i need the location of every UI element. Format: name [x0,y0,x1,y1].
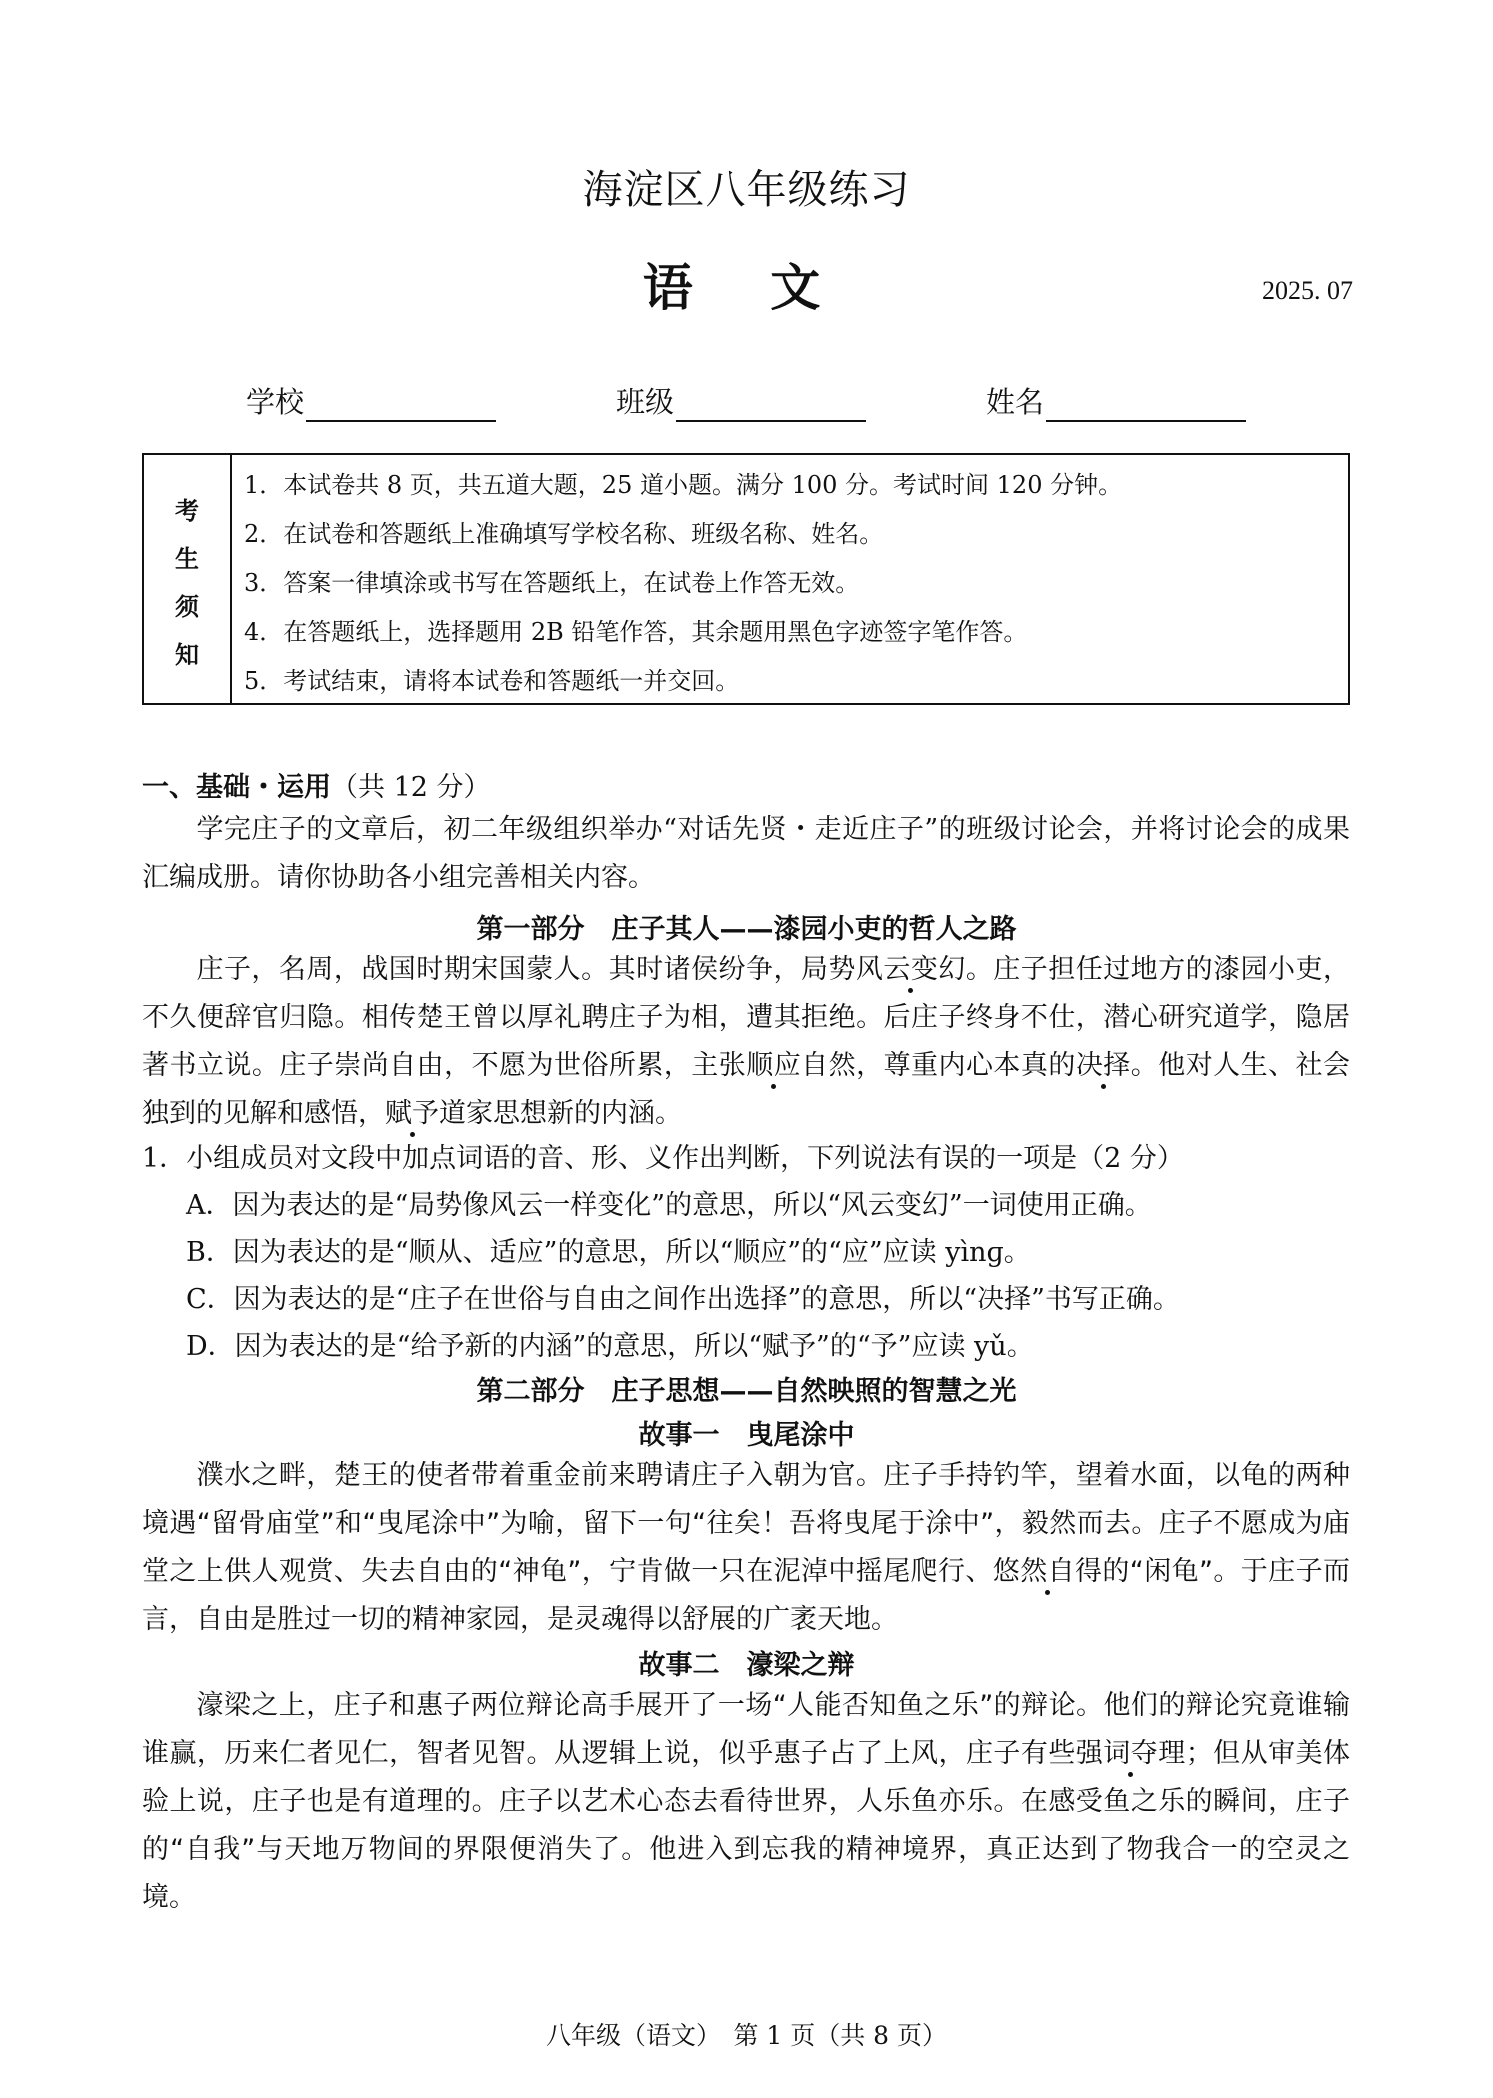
dotted-word: 强词夺理 [1075,1738,1186,1769]
section-title: 一、基础・运用 [142,772,331,803]
school-label: 学校 [246,385,305,419]
passage-text: 濮水之畔，楚王的使者带着重金前来聘请庄子入朝为官。庄子手持钓竿，望着水面，以龟的两种境遇“留骨庙堂”和“曳尾涂中”为喻，留下一句“往矣！吾将曳尾于涂中”，毅然而去。庄子不愿成为庙堂之上供人观赏、失去自由的“神龟”，宁肯做一只在泥淖中摇尾爬行、 [142,1460,1350,1587]
passage-text: 的“闲龟”。于庄子而言，自由是胜过一切的精神家园，是灵魂得以舒展的广袤天地。 [142,1556,1350,1635]
part2-title: 第二部分 庄子思想——自然映照的智慧之光 [476,1376,1017,1407]
option-d[interactable]: D．因为表达的是“给予新的内涵”的意思，所以“赋予”的“予”应读 yǔ。 [186,1331,1034,1362]
name-blank[interactable] [1046,420,1246,422]
page-footer: 八年级（语文） 第 1 页（共 8 页） [545,2021,948,2050]
section-heading [142,765,491,804]
subject-title: 语 文 [642,259,851,317]
exam-date: 2025. 07 [1262,276,1353,305]
class-label: 班级 [616,385,675,419]
notice-char: 生 [175,545,199,573]
exam-title: 海淀区八年级练习 [582,167,911,213]
part1-title: 第一部分 庄子其人——漆园小吏的哲人之路 [476,914,1017,945]
section-score: （共 12 分） [331,772,491,803]
story2-passage [142,1682,1350,1922]
name-label: 姓名 [986,385,1045,419]
intro-text: 学完庄子的文章后，初二年级组织举办“对话先贤・走近庄子”的班级讨论会，并将讨论会的成果汇编成册。请你协助各小组完善相关内容。 [142,814,1350,893]
passage-text: ；但从审美体验上说，庄子也是有道理的。庄子以艺术心态去看待世界，人乐鱼亦乐。在感受鱼之乐的瞬间，庄子的“自我”与天地万物间的界限便消失了。他进入到忘我的精神境界，真正达到了物我合一的空灵之境。 [142,1738,1351,1913]
notice-item: 5．考试结束，请将本试卷和答题纸一并交回。 [244,667,740,695]
notice-item: 2．在试卷和答题纸上准确填写学校名称、班级名称、姓名。 [244,520,884,548]
dotted-word: 赋予 [385,1098,439,1129]
story1-title: 故事一 曳尾涂中 [638,1420,855,1451]
notice-char: 知 [175,641,199,669]
dotted-word: 悠然自得 [992,1556,1103,1587]
notice-char: 须 [175,593,199,621]
section-intro [142,806,1350,902]
option-b[interactable]: B．因为表达的是“顺从、适应”的意思，所以“顺应”的“应”应读 yìnɡ。 [186,1237,1031,1268]
passage-text: 自然，尊重内心本真的 [801,1050,1076,1081]
notice-char: 考 [175,497,199,525]
notice-side-label [144,455,232,703]
dotted-word: 顺应 [746,1050,802,1081]
class-blank[interactable] [676,420,866,422]
passage-text: 。庄子担任过地方的漆园小吏，不久便辞官归隐。相传楚王曾以厚礼聘庄子为相，遭其拒绝。后庄子终身不仕，潜心研究道学，隐居著书立说。庄子崇尚自由，不愿为世俗所累，主张 [142,954,1351,1081]
exam-notice-box [142,453,1350,705]
dotted-word: 风云变幻 [855,954,966,985]
story1-passage [142,1452,1350,1644]
student-info-row [240,380,1260,430]
option-a[interactable]: A．因为表达的是“局势像风云一样变化”的意思，所以“风云变幻”一词使用正确。 [186,1190,1152,1221]
story2-title: 故事二 濠梁之辩 [638,1650,855,1681]
passage-text: 庄子，名周，战国时期宋国蒙人。其时诸侯纷争，局势 [196,954,856,985]
passage-text: 。他对人生、社会独到的见解和感悟， [142,1050,1351,1129]
dotted-word: 决择 [1075,1050,1131,1081]
school-blank[interactable] [306,420,496,422]
notice-item: 3．答案一律填涂或书写在答题纸上，在试卷上作答无效。 [244,569,860,597]
passage-text: 濠梁之上，庄子和惠子两位辩论高手展开了一场“人能否知鱼之乐”的辩论。他们的辩论究竟谁输谁赢，历来仁者见仁，智者见智。从逻辑上说，似乎惠子占了上风，庄子有些 [142,1690,1350,1769]
part1-passage [142,946,1350,1138]
notice-item: 1．本试卷共 8 页，共五道大题，25 道小题。满分 100 分。考试时间 120 分钟。 [244,471,1123,499]
question-1: 1．小组成员对文段中加点词语的音、形、义作出判断，下列说法有误的一项是（2 分） [142,1143,1184,1174]
option-c[interactable]: C．因为表达的是“庄子在世俗与自由之间作出选择”的意思，所以“决择”书写正确。 [186,1284,1180,1315]
passage-text: 道家思想新的内涵。 [439,1098,682,1129]
notice-item: 4．在答题纸上，选择题用 2B 铅笔作答，其余题用黑色字迹签字笔作答。 [244,618,1028,646]
